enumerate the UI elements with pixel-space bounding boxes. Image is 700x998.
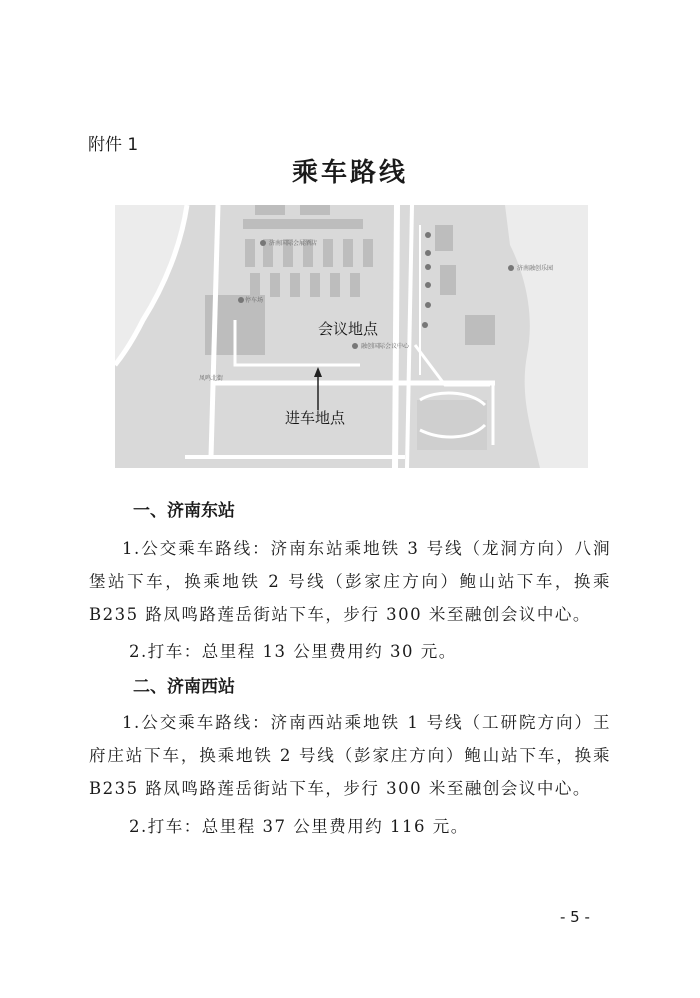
- water-area-right: [505, 205, 588, 468]
- attachment-label: 附件 1: [88, 135, 139, 155]
- entrance-arrow: [314, 367, 322, 410]
- poi-label-conference-center: 融创国际会议中心: [361, 343, 410, 350]
- poi-label-street: 凤鸣北街: [199, 375, 224, 382]
- west-taxi: 2.打车：总里程 37 公里费用约 116 元。: [129, 817, 469, 836]
- water-area-left: [115, 205, 187, 365]
- east-bus-route: 1.公交乘车路线：济南东站乘地铁 3 号线（龙洞方向）八涧堡站下车，换乘地铁 2 号线（彭家庄方向）鲍山站下车，换乘 B235 路凤鸣路莲岳街站下车，步行 300 米至融创会议中心。: [89, 539, 611, 624]
- west-bus-route: 1.公交乘车路线：济南西站乘地铁 1 号线（工研院方向）王府庄站下车，换乘地铁 2 号线（彭家庄方向）鲍山站下车，换乘 B235 路凤鸣路莲岳街站下车，步行 300 米至融创会议中心。: [89, 713, 611, 798]
- page-title: 乘车路线: [291, 158, 408, 188]
- entrance-label: 进车地点: [285, 409, 346, 427]
- section-heading-east: 一、济南东站: [133, 501, 235, 521]
- venue-label: 会议地点: [318, 320, 379, 338]
- poi-label-park: 济南融创乐园: [517, 265, 554, 272]
- east-taxi: 2.打车：总里程 13 公里费用约 30 元。: [129, 642, 457, 661]
- route-map: [115, 205, 588, 468]
- poi-label-parking: 停车场: [245, 297, 264, 304]
- map-canvas: [115, 205, 588, 468]
- section-heading-west: 二、济南西站: [133, 677, 235, 697]
- poi-label-hotel: 济南国际会展酒店: [269, 240, 318, 247]
- page-number: - 5 -: [560, 908, 590, 926]
